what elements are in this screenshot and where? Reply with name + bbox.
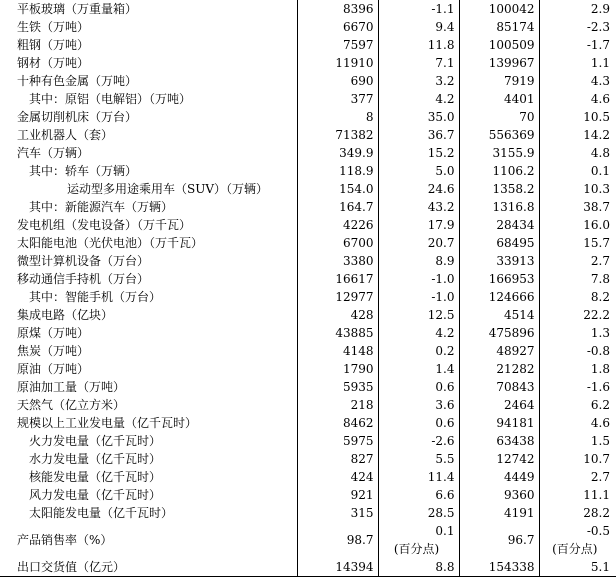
cell-v3: 139967 <box>459 54 539 72</box>
table-row <box>0 342 616 360</box>
cell-v4: 14.2 <box>583 128 610 142</box>
cell-v2: 11.4 <box>378 468 459 486</box>
table-row <box>0 468 616 486</box>
table-row <box>0 324 616 342</box>
cell-v3: 2464 <box>459 396 539 414</box>
row-label: 其中：轿车（万辆） <box>0 162 297 180</box>
row-label: 水力发电量（亿千瓦时） <box>0 450 297 468</box>
cell-v3 <box>459 522 539 558</box>
cell-v4: 1.8 <box>590 362 610 376</box>
cell-v1: 7597 <box>297 36 378 54</box>
cell-v3: 68495 <box>459 234 539 252</box>
row-label: 焦炭（万吨） <box>0 342 297 360</box>
row-label: 原煤（万吨） <box>0 324 297 342</box>
cell-v2: 5.5 <box>378 450 459 468</box>
row-label: 天然气（亿立方米） <box>0 396 297 414</box>
cell-v3: 1316.8 <box>459 198 539 216</box>
row-label: 原油加工量（万吨） <box>0 378 297 396</box>
cell-v1: 11910 <box>297 54 378 72</box>
cell-v2: 4.2 <box>378 324 459 342</box>
cell-v3: 154338 <box>459 558 539 577</box>
cell-v4 <box>539 522 616 558</box>
cell-v4: 7.8 <box>590 272 610 286</box>
cell-v2: 3.6 <box>378 396 459 414</box>
row-label: 工业机器人（套） <box>0 126 297 144</box>
cell-v1: 8396 <box>297 0 378 18</box>
row-label: 风力发电量（亿千瓦时） <box>0 486 297 504</box>
row-label: 太阳能电池（光伏电池）（万千瓦） <box>0 234 297 252</box>
cell-v1: 5935 <box>297 378 378 396</box>
cell-v1: 315 <box>297 504 378 522</box>
cell-v3: 124666 <box>459 288 539 306</box>
cell-v2: 28.5 <box>378 504 459 522</box>
cell-v3: 63438 <box>459 432 539 450</box>
cell-v4: 16.0 <box>583 218 610 232</box>
cell-v2: 36.7 <box>378 126 459 144</box>
cell-v2: 7.1 <box>378 54 459 72</box>
cell-v1: 118.9 <box>297 162 378 180</box>
cell-v3: 556369 <box>459 126 539 144</box>
cell-v3: 33913 <box>459 252 539 270</box>
cell-v3: 100042 <box>459 0 539 18</box>
cell-v1: 349.9 <box>297 144 378 162</box>
table-row <box>0 108 616 126</box>
cell-v2: 20.7 <box>378 234 459 252</box>
cell-v3: 12742 <box>459 450 539 468</box>
row-label: 十种有色金属（万吨） <box>0 72 297 90</box>
cell-v2: 11.8 <box>378 36 459 54</box>
table-row <box>0 360 616 378</box>
cell-v3: 1358.2 <box>459 180 539 198</box>
row-label: 其中：智能手机（万台） <box>0 288 297 306</box>
row-label: 汽车（万辆） <box>0 144 297 162</box>
cell-value: 98.7 <box>346 533 374 547</box>
cell-v4: 28.2 <box>583 506 610 520</box>
cell-value: 0.1 <box>435 524 455 538</box>
cell-v2: 43.2 <box>378 198 459 216</box>
cell-value: -0.5 <box>586 524 610 538</box>
cell-v3: 70843 <box>459 378 539 396</box>
cell-v2: 1.4 <box>378 360 459 378</box>
cell-v2: 4.2 <box>378 90 459 108</box>
table-row <box>0 234 616 252</box>
cell-v1: 16617 <box>297 270 378 288</box>
row-label: 平板玻璃（万重量箱） <box>0 0 297 18</box>
row-label: 核能发电量（亿千瓦时） <box>0 468 297 486</box>
cell-v4: 4.6 <box>590 416 610 430</box>
table-row-export-value <box>0 558 616 577</box>
table-row <box>0 144 616 162</box>
table-row <box>0 72 616 90</box>
row-label: 火力发电量（亿千瓦时） <box>0 432 297 450</box>
cell-v3: 475896 <box>459 324 539 342</box>
cell-v1 <box>297 522 378 558</box>
cell-v2 <box>378 522 459 558</box>
cell-v4: 4.6 <box>590 92 610 106</box>
table-row <box>0 306 616 324</box>
cell-v3: 3155.9 <box>459 144 539 162</box>
cell-v4: 4.3 <box>590 74 610 88</box>
cell-v4: 10.5 <box>583 110 610 124</box>
table-row <box>0 216 616 234</box>
cell-v4: 10.7 <box>583 452 610 466</box>
row-label: 运动型多用途乘用车（SUV）（万辆） <box>0 180 297 198</box>
table-row <box>0 504 616 522</box>
table-row <box>0 396 616 414</box>
cell-v4: -1.7 <box>586 38 610 52</box>
cell-v4: 11.1 <box>583 488 610 502</box>
cell-v3: 70 <box>459 108 539 126</box>
cell-v4: 8.2 <box>590 290 610 304</box>
cell-v1: 154.0 <box>297 180 378 198</box>
cell-v1: 12977 <box>297 288 378 306</box>
cell-v3: 85174 <box>459 18 539 36</box>
row-label: 金属切削机床（万台） <box>0 108 297 126</box>
cell-v1: 5975 <box>297 432 378 450</box>
cell-v2: 5.0 <box>378 162 459 180</box>
cell-v3: 21282 <box>459 360 539 378</box>
cell-v3: 4514 <box>459 306 539 324</box>
row-label: 生铁（万吨） <box>0 18 297 36</box>
row-label: 钢材（万吨） <box>0 54 297 72</box>
cell-v4: 1.5 <box>590 434 610 448</box>
table-row-sales-rate <box>0 522 616 558</box>
cell-v4: 22.2 <box>583 308 610 322</box>
cell-v2: 0.6 <box>378 414 459 432</box>
cell-v4: 4.8 <box>590 146 610 160</box>
cell-v2: 8.8 <box>378 558 459 577</box>
cell-v3: 28434 <box>459 216 539 234</box>
cell-v3: 4449 <box>459 468 539 486</box>
table-row <box>0 378 616 396</box>
cell-v2: -1.1 <box>378 0 459 18</box>
row-label: 微型计算机设备（万台） <box>0 252 297 270</box>
cell-v1: 377 <box>297 90 378 108</box>
cell-v4: 2.9 <box>590 2 610 16</box>
row-label: 原油（万吨） <box>0 360 297 378</box>
table-row <box>0 288 616 306</box>
cell-v4: 2.7 <box>590 470 610 484</box>
cell-v1: 6700 <box>297 234 378 252</box>
cell-v1: 3380 <box>297 252 378 270</box>
cell-v1: 4148 <box>297 342 378 360</box>
table-row <box>0 450 616 468</box>
cell-unit: (百分点) <box>393 542 440 556</box>
cell-v2: 9.4 <box>378 18 459 36</box>
cell-v3: 1106.2 <box>459 162 539 180</box>
cell-v2: 0.2 <box>378 342 459 360</box>
row-label: 粗钢（万吨） <box>0 36 297 54</box>
table-row <box>0 432 616 450</box>
cell-v4: -1.6 <box>586 380 610 394</box>
table-row <box>0 180 616 198</box>
cell-v4: 6.2 <box>590 398 610 412</box>
cell-v1: 690 <box>297 72 378 90</box>
cell-v1: 1790 <box>297 360 378 378</box>
cell-v2: -2.6 <box>378 432 459 450</box>
row-label: 集成电路（亿块） <box>0 306 297 324</box>
cell-v1: 8462 <box>297 414 378 432</box>
cell-v2: 0.6 <box>378 378 459 396</box>
cell-v1: 428 <box>297 306 378 324</box>
cell-v2: 8.9 <box>378 252 459 270</box>
cell-v2: 6.6 <box>378 486 459 504</box>
cell-v2: 35.0 <box>378 108 459 126</box>
cell-v1: 14394 <box>297 558 378 577</box>
cell-v4: 38.7 <box>583 200 610 214</box>
cell-v3: 100509 <box>459 36 539 54</box>
cell-v1: 8 <box>297 108 378 126</box>
cell-v1: 164.7 <box>297 198 378 216</box>
cell-v4: 15.7 <box>583 236 610 250</box>
cell-v3: 4401 <box>459 90 539 108</box>
cell-v2: 15.2 <box>378 144 459 162</box>
table-row <box>0 54 616 72</box>
cell-v4: 1.1 <box>590 56 610 70</box>
row-label: 出口交货值（亿元） <box>0 558 297 577</box>
table-row <box>0 414 616 432</box>
cell-v2: 12.5 <box>378 306 459 324</box>
cell-v2: 17.9 <box>378 216 459 234</box>
cell-v3: 94181 <box>459 414 539 432</box>
cell-v1: 921 <box>297 486 378 504</box>
table-row <box>0 270 616 288</box>
cell-v1: 71382 <box>297 126 378 144</box>
table-row <box>0 252 616 270</box>
cell-v1: 424 <box>297 468 378 486</box>
table-row <box>0 90 616 108</box>
cell-unit: (百分点) <box>552 542 598 556</box>
table-row <box>0 486 616 504</box>
cell-v3: 7919 <box>459 72 539 90</box>
cell-v1: 6670 <box>297 18 378 36</box>
row-label: 产品销售率（%） <box>0 522 297 558</box>
row-label: 发电机组（发电设备）（万千瓦） <box>0 216 297 234</box>
cell-v2: 3.2 <box>378 72 459 90</box>
table-row <box>0 0 616 18</box>
cell-v4: -0.8 <box>586 344 610 358</box>
cell-v1: 827 <box>297 450 378 468</box>
table-row <box>0 198 616 216</box>
cell-v1: 43885 <box>297 324 378 342</box>
cell-v4: 10.3 <box>583 182 610 196</box>
table-row <box>0 36 616 54</box>
row-label: 其中：新能源汽车（万辆） <box>0 198 297 216</box>
cell-v1: 4226 <box>297 216 378 234</box>
cell-v4: 5.1 <box>539 558 616 577</box>
cell-v3: 166953 <box>459 270 539 288</box>
cell-v3: 4191 <box>459 504 539 522</box>
table-row <box>0 18 616 36</box>
row-label: 太阳能发电量（亿千瓦时） <box>0 504 297 522</box>
cell-v2: -1.0 <box>378 270 459 288</box>
row-label: 其中：原铝（电解铝）（万吨） <box>0 90 297 108</box>
cell-v3: 9360 <box>459 486 539 504</box>
table-row <box>0 162 616 180</box>
cell-v4: -2.3 <box>586 20 610 34</box>
cell-v4: 2.7 <box>590 254 610 268</box>
cell-v1: 218 <box>297 396 378 414</box>
cell-v4: 1.3 <box>590 326 610 340</box>
row-label: 移动通信手持机（万台） <box>0 270 297 288</box>
table-row <box>0 126 616 144</box>
cell-v4: 0.1 <box>590 164 610 178</box>
cell-v3: 48927 <box>459 342 539 360</box>
cell-v2: -1.0 <box>378 288 459 306</box>
row-label: 规模以上工业发电量（亿千瓦时） <box>0 414 297 432</box>
cell-value: 96.7 <box>507 533 535 547</box>
cell-v2: 24.6 <box>378 180 459 198</box>
